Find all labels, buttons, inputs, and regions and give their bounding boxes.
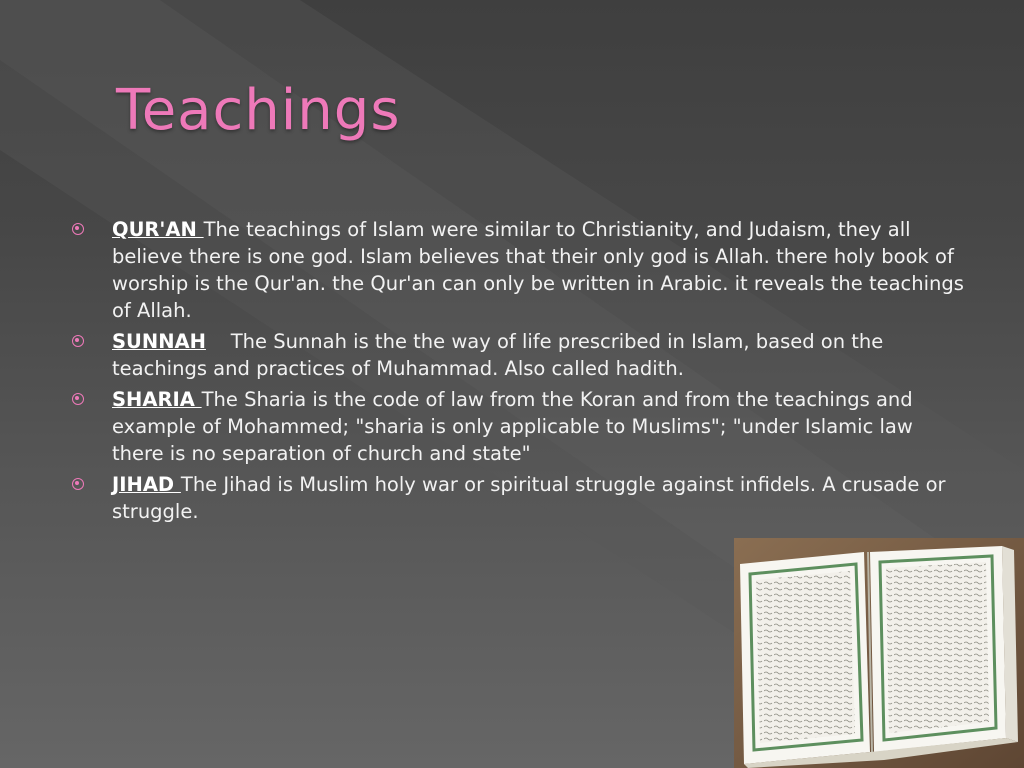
circle-bullet-icon: [72, 223, 84, 235]
bullet-list: [72, 216, 967, 529]
bullet-term: SUNNAH: [112, 330, 206, 353]
bullet-text: The Sunnah is the the way of life prescribed in Islam, based on the teachings and practices of Muhammad. Also called hadith.: [112, 330, 890, 380]
circle-bullet-icon: [72, 335, 84, 347]
bullet-item-sharia: [72, 386, 967, 467]
bullet-term: SHARIA: [112, 388, 202, 411]
bullet-term: JIHAD: [112, 473, 181, 496]
quran-book-photo: [734, 538, 1024, 768]
bullet-item-quran: [72, 216, 967, 324]
slide-title: Teachings: [116, 78, 401, 143]
bullet-text: The teachings of Islam were similar to Christianity, and Judaism, they all believe there is one god. Islam believes that their only god is Allah. there holy book of worship is the Qur'an. the Qur'an can only be written in Arabic. it reveals the teachings of Allah.: [112, 218, 964, 322]
bullet-text: The Jihad is Muslim holy war or spiritual struggle against infidels. A crusade or struggle.: [112, 473, 946, 523]
bullet-item-jihad: [72, 471, 967, 525]
bullet-term: QUR'AN: [112, 218, 204, 241]
bullet-item-sunnah: [72, 328, 967, 382]
circle-bullet-icon: [72, 478, 84, 490]
bullet-text: The Sharia is the code of law from the Koran and from the teachings and example of Mohammed; "sharia is only applicable to Muslims"; "under Islamic law there is no separation of church and state": [112, 388, 913, 465]
open-book-icon: [734, 538, 1024, 768]
circle-bullet-icon: [72, 393, 84, 405]
